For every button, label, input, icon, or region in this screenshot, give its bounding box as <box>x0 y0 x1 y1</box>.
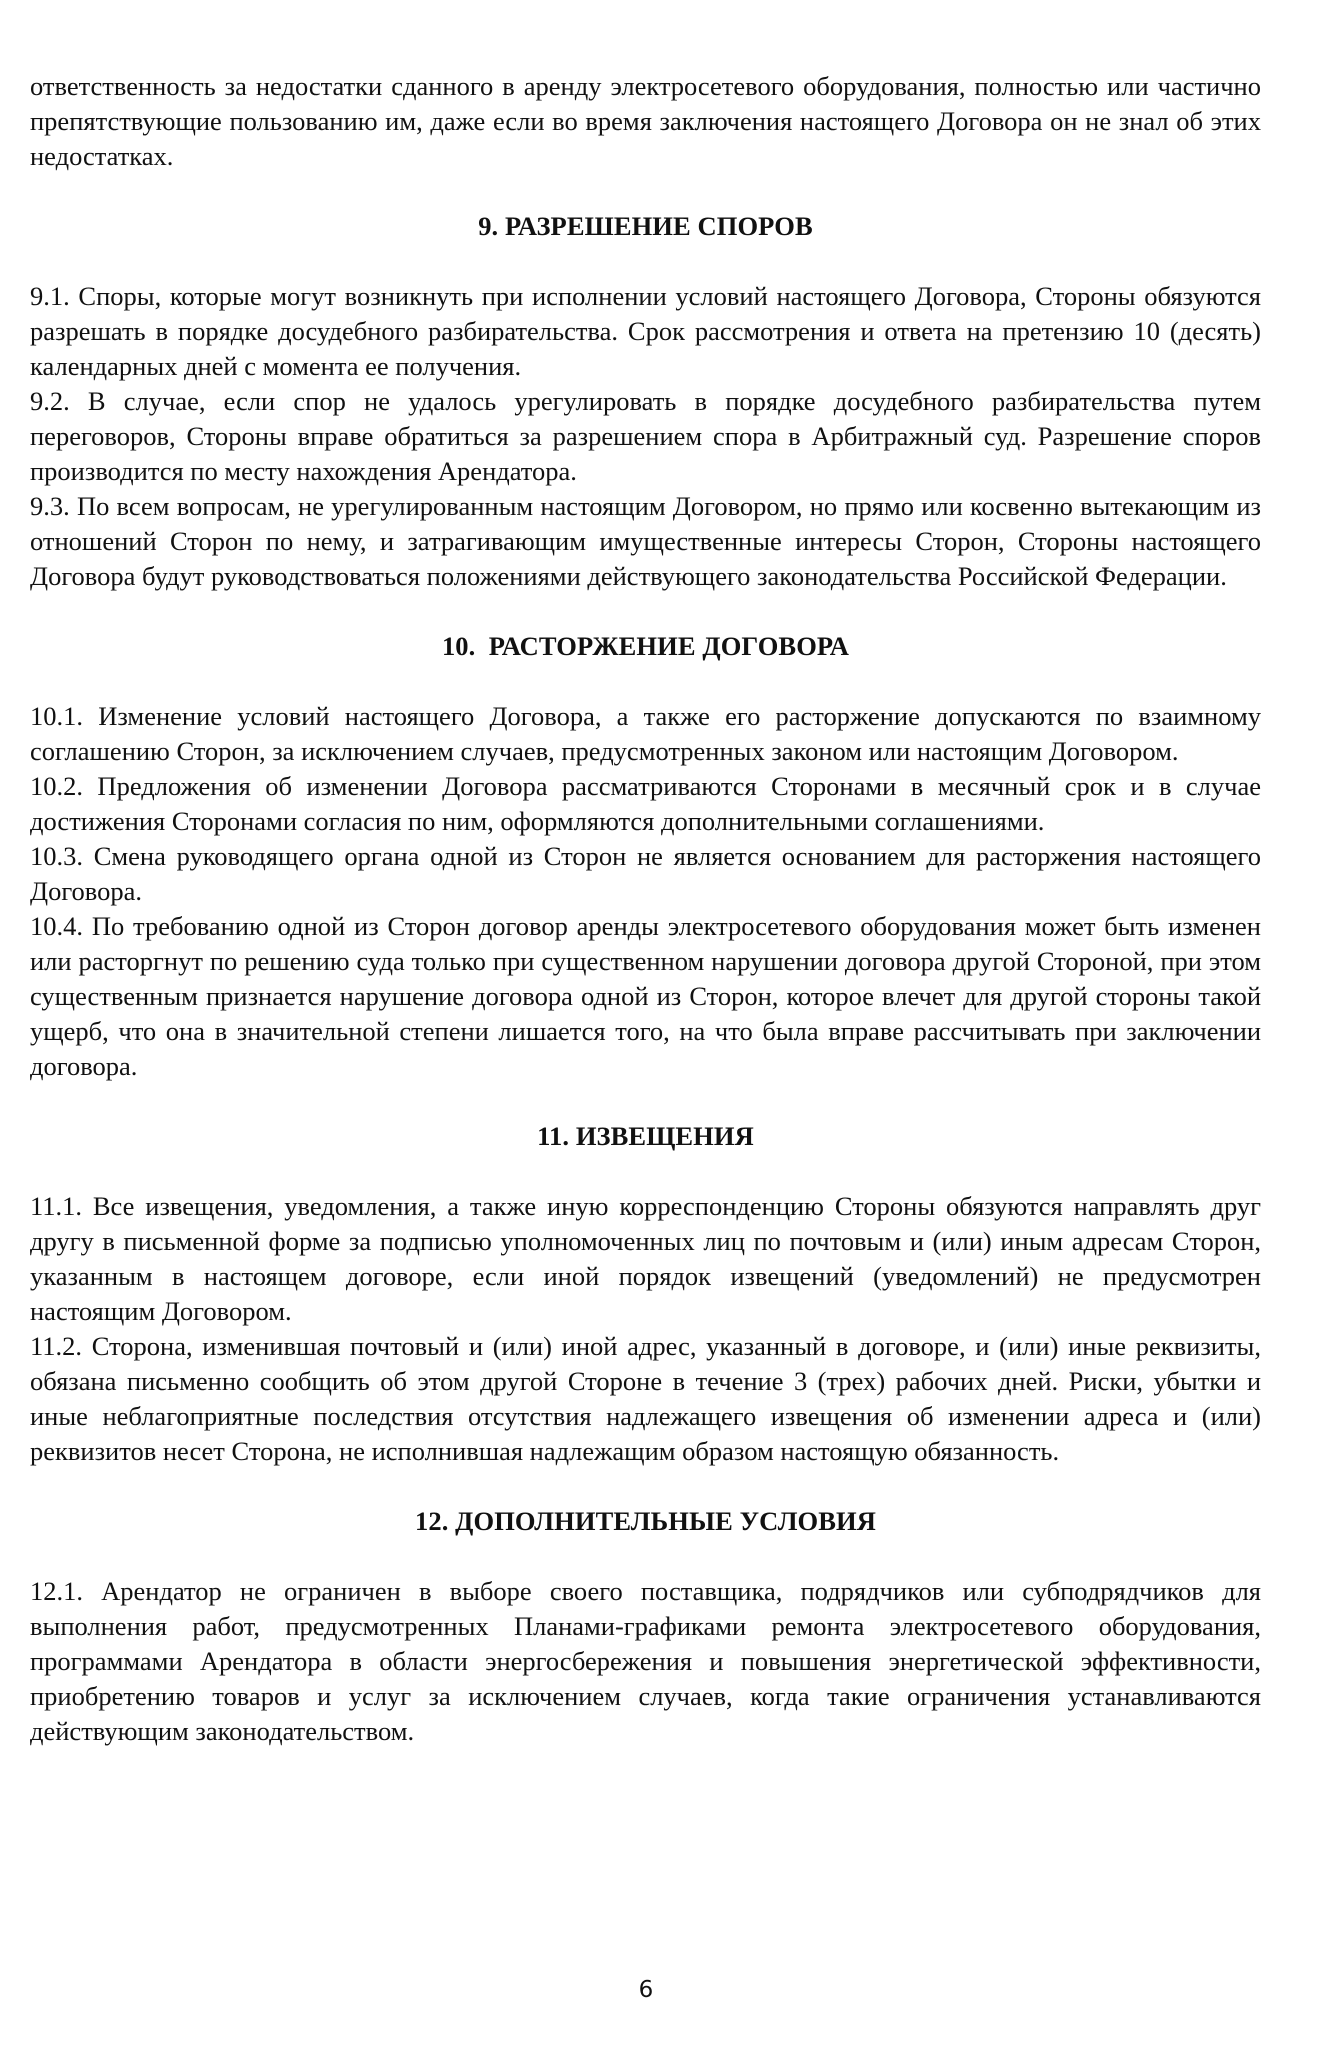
section-heading: 9. РАЗРЕШЕНИЕ СПОРОВ <box>478 211 813 241</box>
clause-9-3: 9.3. По всем вопросам, не урегулированным настоящим Договором, но прямо или косвенно вытекающим из отношений Сторон по нему, и затрагивающим имущественные интересы Сторон, Стороны настоящего Договора будут руководствоваться положениями действующего законодательства Российской Федерации. <box>30 491 1261 591</box>
clause-11-2: 11.2. Сторона, изменившая почтовый и (или) иной адрес, указанный в договоре, и (или) иные реквизиты, обязана письменно сообщить об этом другой Стороне в течение 3 (трех) рабочих дней. Риски, убытки и иные неблагоприятные последствия отсутствия надлежащего извещения об изменении адреса и (или) реквизитов несет Сторона, не исполнившая надлежащим образом настоящую обязанность. <box>30 1331 1261 1466</box>
clause-9-1: 9.1. Споры, которые могут возникнуть при исполнении условий настоящего Договора, Стороны обязуются разрешать в порядке досудебного разбирательства. Срок рассмотрения и ответа на претензию 10 (десять) календарных дней с момента ее получения. <box>30 281 1261 381</box>
section-notifications <box>30 1119 1261 1469</box>
intro-paragraph: ответственность за недостатки сданного в аренду электросетевого оборудования, полностью или частично препятствующие пользованию им, даже если во время заключения настоящего Договора он не знал об этих недостатках. <box>30 71 1261 171</box>
clause-11-1: 11.1. Все извещения, уведомления, а также иную корреспонденцию Стороны обязуются направлять друг другу в письменной форме за подписью уполномоченных лиц по почтовым и (или) иным адресам Сторон, указанным в настоящем договоре, если иной порядок извещений (уведомлений) не предусмотрен настоящим Договором. <box>30 1191 1261 1326</box>
clause-10-4: 10.4. По требованию одной из Сторон договор аренды электросетевого оборудования может быть изменен или расторгнут по решению суда только при существенном нарушении договора другой Стороной, при этом существенным признается нарушение договора одной из Сторон, которое влечет для другой стороны такой ущерб, что она в значительной степени лишается того, на что была вправе рассчитывать при заключении договора. <box>30 911 1261 1081</box>
section-additional-terms <box>30 1504 1261 1749</box>
section-heading: 12. ДОПОЛНИТЕЛЬНЫЕ УСЛОВИЯ <box>415 1506 876 1536</box>
page-number: 6 <box>638 1977 654 2003</box>
clause-9-2: 9.2. В случае, если спор не удалось урегулировать в порядке досудебного разбирательства путем переговоров, Стороны вправе обратиться за разрешением спора в Арбитражный суд. Разрешение споров производится по месту нахождения Арендатора. <box>30 386 1261 486</box>
clause-10-2: 10.2. Предложения об изменении Договора рассматриваются Сторонами в месячный срок и в случае достижения Сторонами согласия по ним, оформляются дополнительными соглашениями. <box>30 771 1261 836</box>
section-contract-termination <box>30 629 1261 1084</box>
clause-10-3: 10.3. Смена руководящего органа одной из Сторон не является основанием для расторжения настоящего Договора. <box>30 841 1261 906</box>
section-heading: 11. ИЗВЕЩЕНИЯ <box>537 1121 754 1151</box>
section-dispute-resolution <box>30 209 1261 594</box>
document-page <box>30 69 1261 1749</box>
clause-12-1: 12.1. Арендатор не ограничен в выборе своего поставщика, подрядчиков или субподрядчиков для выполнения работ, предусмотренных Планами-графиками ремонта электросетевого оборудования, программами Арендатора в области энергосбережения и повышения энергетической эффективности, приобретению товаров и услуг за исключением случаев, когда такие ограничения устанавливаются действующим законодательством. <box>30 1576 1261 1746</box>
section-heading: 10. РАСТОРЖЕНИЕ ДОГОВОРА <box>441 631 850 661</box>
clause-10-1: 10.1. Изменение условий настоящего Договора, а также его расторжение допускаются по взаимному соглашению Сторон, за исключением случаев, предусмотренных законом или настоящим Договором. <box>30 701 1261 766</box>
